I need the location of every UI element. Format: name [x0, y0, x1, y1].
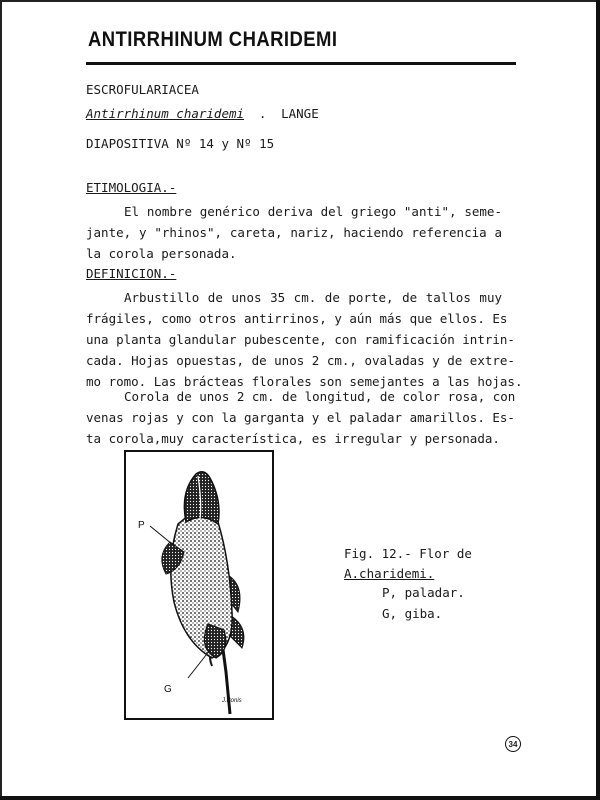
text-line: El nombre genérico deriva del griego "anti", seme- — [124, 204, 502, 219]
caption-line-4: G, giba. — [382, 606, 443, 621]
definicion-heading: DEFINICION.- — [86, 266, 177, 281]
text-line: jante, y "rhinos", careta, nariz, haciendo referencia a — [86, 225, 502, 240]
flower-drawing — [126, 452, 272, 718]
definicion-paragraph-2 — [86, 386, 516, 449]
definicion-paragraph-1 — [86, 287, 523, 392]
etimologia-paragraph — [86, 201, 502, 264]
label-giba: G — [164, 684, 172, 695]
artist-signature: J.Bonis — [222, 698, 242, 704]
text-line: cada. Hojas opuestas, de unos 2 cm., ovaladas y de extre- — [86, 353, 515, 368]
etimologia-heading: ETIMOLOGIA.- — [86, 180, 177, 195]
slide-reference: DIAPOSITIVA Nº 14 y Nº 15 — [86, 136, 275, 151]
species-name: Antirrhinum charidemi — [86, 106, 245, 121]
page-title: ANTIRRHINUM CHARIDEMI — [88, 28, 338, 51]
species-author: LANGE — [281, 106, 319, 121]
caption-line-1: Fig. 12.- Flor de — [344, 546, 472, 561]
page-number: 34 — [505, 736, 521, 752]
text-line: mo romo. Las brácteas florales son semejantes a las hojas. — [86, 374, 523, 389]
text-line: Arbustillo de unos 35 cm. de porte, de tallos muy — [124, 290, 502, 305]
caption-line-3: P, paladar. — [382, 585, 465, 600]
title-rule — [86, 62, 516, 65]
text-line: frágiles, como otros antirrinos, y aún más que ellos. Es — [86, 311, 508, 326]
label-paladar: P — [138, 520, 145, 531]
text-line: la corola personada. — [86, 246, 237, 261]
caption-line-2: A.charidemi. — [344, 566, 435, 581]
text-line: venas rojas y con la garganta y el paladar amarillos. Es- — [86, 410, 515, 425]
text-line: una planta glandular pubescente, con ramificación intrin- — [86, 332, 515, 347]
family-name: ESCROFULARIACEA — [86, 82, 199, 97]
species-line — [86, 106, 319, 121]
text-line: Corola de unos 2 cm. de longitud, de color rosa, con — [124, 389, 516, 404]
figure-12-illustration — [124, 450, 274, 720]
species-sep: . — [258, 106, 267, 121]
text-line: ta corola,muy característica, es irregular y personada. — [86, 431, 500, 446]
